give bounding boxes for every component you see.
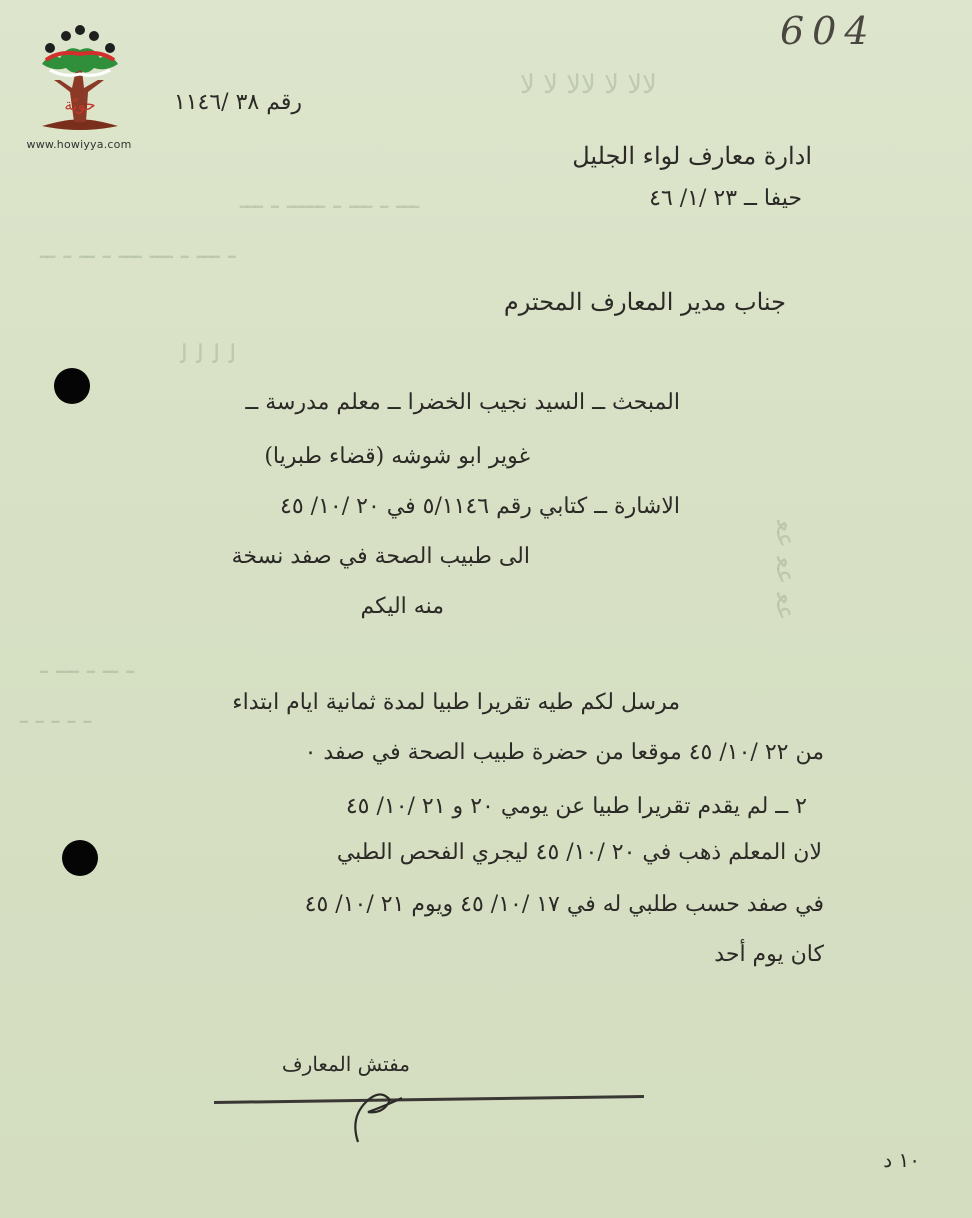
- bleed-through-text: ـ ــ ـ ـــ ـ: [40, 650, 134, 680]
- place-date: حيفا ــ ٢٣ /١/ ٤٦: [649, 186, 802, 211]
- reference-value: ٣٨ /١١٤٦: [173, 90, 260, 115]
- punch-hole-top: [54, 368, 90, 404]
- watermark-url: www.howiyya.com: [26, 138, 132, 151]
- body-line-1: مرسل لكم طيه تقريرا طبيا لمدة ثمانية ايام ابتداء: [232, 690, 680, 715]
- bleed-through-text: ﻋﻌ ﻋﻌ ﻋﻌ: [770, 520, 800, 621]
- subject-line-4: الى طبيب الصحة في صفد نسخة: [231, 544, 530, 569]
- reference-number: [174, 92, 302, 114]
- body-line-6: كان يوم أحد: [714, 942, 824, 967]
- subject-line-2: غوير ابو شوشه (قضاء طبريا): [264, 444, 530, 469]
- bleed-through-text: ـــ ـ ـــ ـ ـــــ ـ ـــ: [240, 185, 420, 215]
- subject-line-5: منه اليكم: [360, 594, 444, 619]
- howiyya-logo: [20, 14, 140, 154]
- bleed-through-text: ﻟ ﻟ ﻟ ﻟ: [180, 340, 237, 370]
- signature-mark: [328, 1078, 418, 1148]
- bleed-through-text: ـ ـــ ـ ـــ ـــ ـ ــ ـ ــ: [40, 235, 236, 265]
- archive-number: 604: [780, 9, 877, 53]
- bleed-through-text: ـ ـ ـ ـ ـ: [20, 700, 92, 730]
- subject-line-1: المبحث ــ السيد نجيب الخضرا ــ معلم مدرسة ــ: [245, 390, 680, 415]
- signature-title: مفتش المعارف: [281, 1052, 410, 1076]
- body-line-5: في صفد حسب طلبي له في ١٧ /١٠/ ٤٥ ويوم ٢١ /١٠/ ٤٥: [304, 892, 824, 917]
- signature-line: [214, 1095, 644, 1104]
- punch-hole-bottom: [62, 840, 98, 876]
- reference-label: رقم: [266, 90, 302, 115]
- reference-line: الاشارة ــ كتابي رقم ٥/١١٤٦ في ٢٠ /١٠/ ٤٥: [280, 494, 680, 519]
- svg-text:حويّة: حويّة: [64, 95, 96, 114]
- salutation: جناب مدير المعارف المحترم: [503, 288, 786, 316]
- bleed-through-text: ﻻﻻ ﻻ ﻻﻻ ﻻ ﻻ: [520, 70, 657, 100]
- footer-code: ١٠ د: [883, 1148, 920, 1172]
- office-name: ادارة معارف لواء الجليل: [572, 142, 812, 170]
- body-line-4: لان المعلم ذهب في ٢٠ /١٠/ ٤٥ ليجري الفحص الطبي: [336, 840, 822, 865]
- body-line-3: ٢ ــ لم يقدم تقريرا طبيا عن يومي ٢٠ و ٢١ /١٠/ ٤٥: [345, 794, 807, 819]
- tree-icon: [42, 25, 118, 130]
- body-line-2: من ٢٢ /١٠/ ٤٥ موقعا من حضرة طبيب الصحة في صفد ٠: [304, 740, 824, 765]
